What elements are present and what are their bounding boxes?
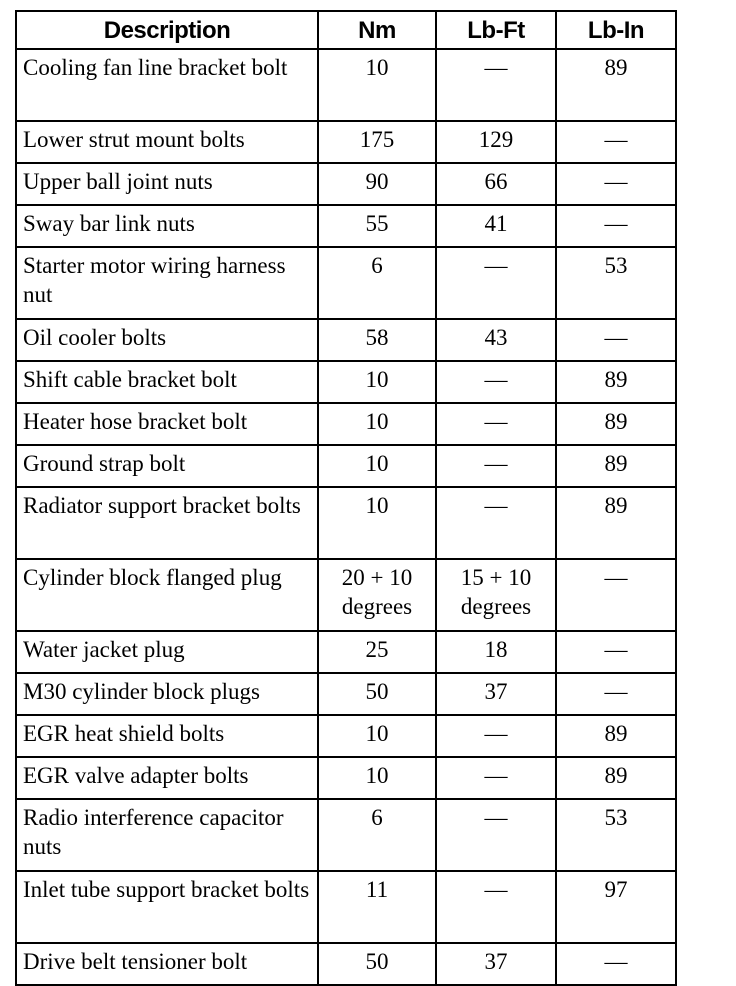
cell-lb-in: 97 [556,871,676,943]
cell-description: Oil cooler bolts [16,319,318,361]
cell-lb-ft: 18 [436,631,556,673]
cell-description: Lower strut mount bolts [16,121,318,163]
cell-lb-ft: 43 [436,319,556,361]
cell-description: Radiator support bracket bolts [16,487,318,559]
cell-description: Ground strap bolt [16,445,318,487]
cell-description: Sway bar link nuts [16,205,318,247]
cell-lb-in: 53 [556,247,676,319]
table-row [16,871,676,943]
cell-lb-in: — [556,205,676,247]
header-lb-in: Lb-In [556,11,676,49]
cell-nm: 10 [318,487,436,559]
cell-nm: 58 [318,319,436,361]
cell-nm: 175 [318,121,436,163]
table-row [16,943,676,985]
cell-nm: 10 [318,403,436,445]
cell-lb-in: 89 [556,49,676,121]
cell-description: EGR heat shield bolts [16,715,318,757]
cell-lb-ft: 41 [436,205,556,247]
table-row [16,163,676,205]
cell-lb-ft: 15 + 10 degrees [436,559,556,631]
cell-lb-in: 89 [556,361,676,403]
header-nm: Nm [318,11,436,49]
cell-lb-ft: — [436,445,556,487]
table-row [16,247,676,319]
cell-description: M30 cylinder block plugs [16,673,318,715]
cell-lb-in: 89 [556,757,676,799]
table-body [16,49,676,985]
cell-description: Shift cable bracket bolt [16,361,318,403]
cell-nm: 55 [318,205,436,247]
cell-lb-in: — [556,319,676,361]
cell-lb-ft: — [436,247,556,319]
cell-lb-ft: 37 [436,943,556,985]
cell-lb-ft: — [436,757,556,799]
cell-description: Water jacket plug [16,631,318,673]
cell-nm: 90 [318,163,436,205]
cell-lb-ft: — [436,799,556,871]
table-row [16,319,676,361]
table-row [16,673,676,715]
table-row [16,361,676,403]
cell-nm: 25 [318,631,436,673]
table-header-row [16,11,676,49]
cell-lb-ft: — [436,871,556,943]
cell-nm: 6 [318,247,436,319]
table-row [16,559,676,631]
cell-lb-in: — [556,673,676,715]
table-row [16,49,676,121]
cell-lb-ft: 66 [436,163,556,205]
header-description: Description [16,11,318,49]
cell-nm: 50 [318,943,436,985]
torque-spec-table [15,10,677,986]
cell-lb-in: — [556,121,676,163]
cell-lb-in: 89 [556,715,676,757]
cell-nm: 6 [318,799,436,871]
cell-nm: 10 [318,361,436,403]
table-row [16,205,676,247]
table-row [16,403,676,445]
cell-lb-in: — [556,559,676,631]
cell-nm: 10 [318,49,436,121]
table-row [16,487,676,559]
cell-lb-ft: 37 [436,673,556,715]
cell-description: Starter motor wiring harness nut [16,247,318,319]
header-lb-ft: Lb-Ft [436,11,556,49]
cell-nm: 10 [318,757,436,799]
cell-lb-ft: — [436,715,556,757]
cell-description: Upper ball joint nuts [16,163,318,205]
cell-nm: 10 [318,445,436,487]
table-row [16,757,676,799]
cell-description: Heater hose bracket bolt [16,403,318,445]
cell-nm: 10 [318,715,436,757]
cell-nm: 50 [318,673,436,715]
table-row [16,121,676,163]
cell-nm: 20 + 10 degrees [318,559,436,631]
cell-lb-ft: — [436,361,556,403]
cell-lb-in: — [556,163,676,205]
table-row [16,799,676,871]
cell-description: Drive belt tensioner bolt [16,943,318,985]
table-row [16,715,676,757]
cell-description: Inlet tube support bracket bolts [16,871,318,943]
table-row [16,631,676,673]
cell-lb-in: 89 [556,487,676,559]
cell-lb-in: 53 [556,799,676,871]
cell-lb-in: 89 [556,403,676,445]
table-row [16,445,676,487]
cell-lb-ft: 129 [436,121,556,163]
cell-description: EGR valve adapter bolts [16,757,318,799]
cell-lb-ft: — [436,403,556,445]
cell-description: Radio interference capacitor nuts [16,799,318,871]
cell-description: Cylinder block flanged plug [16,559,318,631]
cell-lb-ft: — [436,49,556,121]
cell-nm: 11 [318,871,436,943]
cell-lb-in: — [556,631,676,673]
cell-lb-in: 89 [556,445,676,487]
cell-description: Cooling fan line bracket bolt [16,49,318,121]
cell-lb-in: — [556,943,676,985]
cell-lb-ft: — [436,487,556,559]
